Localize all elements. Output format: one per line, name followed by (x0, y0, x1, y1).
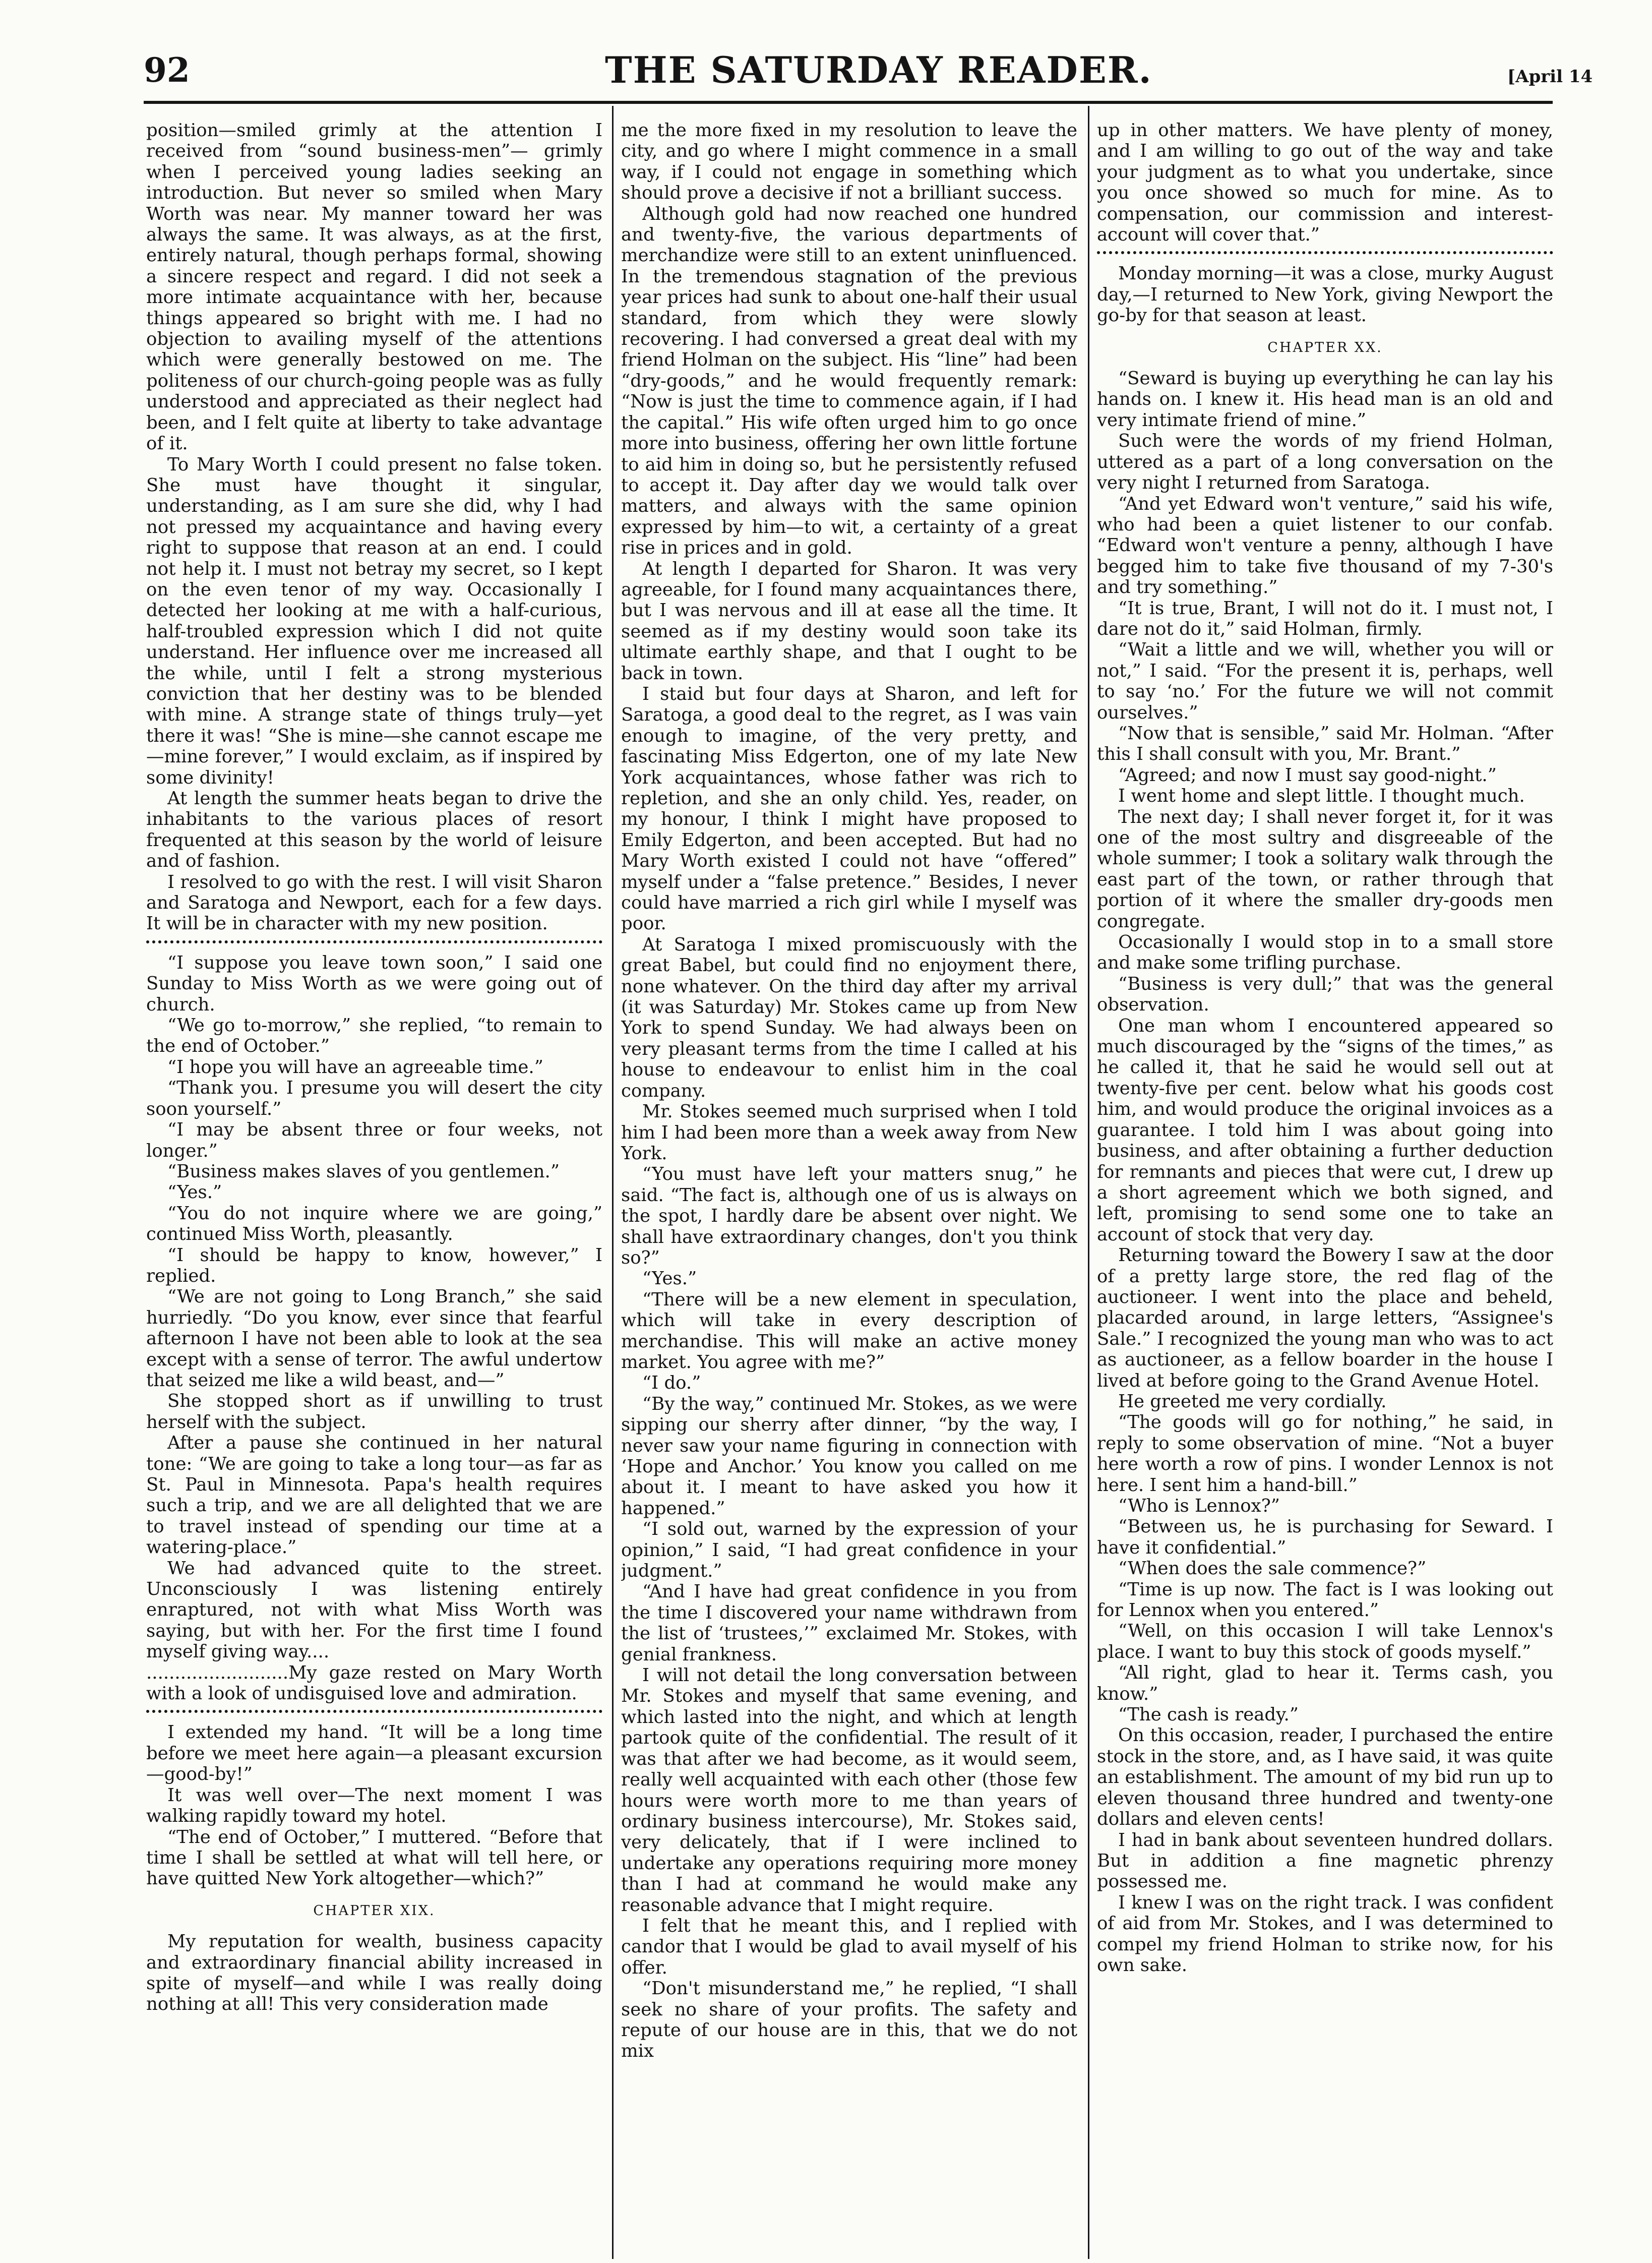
paragraph: “And I have had great confidence in you from the time I discovered your name withdrawn from the list of ‘trustees,’” exclaimed Mr. Stokes, with genial frankness. (621, 1581, 1077, 1665)
paragraph: “I do.” (642, 1373, 701, 1394)
paragraph: “Seward is buying up everything he can lay his hands on. I knew it. His head man is an old and very intimate friend of mine.” (1097, 368, 1553, 431)
header-rule (144, 101, 1553, 104)
paragraph: I knew I was on the right track. I was confident of aid from Mr. Stokes, and I was determined to compel my friend Holman to strike now, for his own sake. (1097, 1892, 1553, 1976)
paragraph: “Don't misunderstand me,” he replied, “I shall seek no share of your profits. The safety and repute of our house are in this, that we do not mix (621, 1978, 1077, 2062)
paragraph: “Yes.” (642, 1268, 697, 1289)
paragraph: I will not detail the long conversation between Mr. Stokes and myself that same evening, and which lasted into the night, and which at length partook quite of the confidential. The result of it was that after we had become, as it would seem, really well acquainted with each other (those few hours were worth more to me than years of ordinary business intercourse), Mr. Stokes said, very delicately, that if I were inclined to undertake any operations requiring more money than I had at command he would make any reasonable advance that I might require. (621, 1665, 1077, 1916)
paragraph: “You do not inquire where we are going,” continued Miss Worth, pleasantly. (146, 1203, 602, 1245)
paragraph: “Business makes slaves of you gentlemen.” (167, 1161, 560, 1182)
paragraph: At length I departed for Sharon. It was very agreeable, for I found many acquaintances there, but I was nervous and ill at ease all the time. It seemed as if my destiny would soon take its ultimate earthly shape, and that I ought to be back in town. (621, 558, 1077, 684)
paragraph: me the more fixed in my resolution to leave the city, and go where I might commence in a small way, if I could not engage in something which should prove a decisive if not a brilliant success. (621, 120, 1077, 204)
paragraph: It was well over—The next moment I was walking rapidly toward my hotel. (146, 1784, 602, 1827)
paragraph: “Thank you. I presume you will desert the city soon yourself.” (146, 1078, 602, 1119)
paragraph: “Between us, he is purchasing for Seward. I have it confidential.” (1097, 1516, 1553, 1558)
paragraph: “I suppose you leave town soon,” I said one Sunday to Miss Worth as we were going out of church. (146, 952, 602, 1015)
issue-date: [April 14 (1507, 67, 1593, 87)
paragraph: “Now that is sensible,” said Mr. Holman. “After this I shall consult with you, Mr. Brant.” (1097, 723, 1553, 765)
paragraph: Mr. Stokes seemed much surprised when I told him I had been more than a week away from New York. (621, 1101, 1077, 1164)
paragraph: up in other matters. We have plenty of money, and I am willing to go out of the way and take your judgment as to what you undertake, since you once showed so much for mine. As to compensation, our commission and interest-account will cover that.” (1097, 120, 1553, 246)
column-3 (1097, 120, 1553, 2238)
paragraph: “Business is very dull;” that was the general observation. (1097, 973, 1553, 1016)
paragraph: At length the summer heats began to drive the inhabitants to the various places of resort frequented at this season by the world of leisure and of fashion. (146, 788, 602, 872)
dotted-separator (146, 940, 602, 947)
column-2 (621, 120, 1077, 2238)
paragraph: I extended my hand. “It will be a long time before we meet here again—a pleasant excursion—good-by!” (146, 1722, 602, 1785)
paragraph: On this occasion, reader, I purchased the entire stock in the store, and, as I have said, it was quite an establishment. The amount of my bid run up to eleven thousand three hundred and twenty-one dollars and eleven cents! (1097, 1725, 1553, 1830)
paragraph: “The end of October,” I muttered. “Before that time I shall be settled at what will tell here, or have quitted New York altogether—which?” (146, 1826, 602, 1889)
paragraph: Such were the words of my friend Holman, uttered as a part of a long conversation on the very night I returned from Saratoga. (1097, 431, 1553, 494)
paragraph: “It is true, Brant, I will not do it. I must not, I dare not do it,” said Holman, firmly. (1097, 598, 1553, 639)
paragraph: “The goods will go for nothing,” he said, in reply to some observation of mine. “Not a buyer here worth a row of pins. I wonder Lennox is not here. I sent him a hand-bill.” (1097, 1412, 1553, 1496)
paragraph: I had in bank about seventeen hundred dollars. But in addition a fine magnetic phrenzy possessed me. (1097, 1829, 1553, 1892)
paragraph: “Agreed; and now I must say good-night.” (1118, 764, 1497, 786)
dotted-separator (146, 1710, 602, 1717)
paragraph: Monday morning—it was a close, murky August day,—I returned to New York, giving Newport the go-by for that season at least. (1097, 263, 1553, 326)
paragraph: “Who is Lennox?” (1118, 1496, 1280, 1516)
paragraph: “When does the sale commence?” (1118, 1558, 1427, 1579)
paragraph: “We are not going to Long Branch,” she said hurriedly. “Do you know, ever since that fearful afternoon I have not been able to look at the sea except with a sense of terror. The awful undertow that seized me like a wild beast, and—” (146, 1286, 602, 1391)
paragraph: “I sold out, warned by the expression of your opinion,” I said, “I had great confidence in your judgment.” (621, 1519, 1077, 1582)
dotted-separator (1097, 251, 1553, 258)
paragraph: She stopped short as if unwilling to trust herself with the subject. (146, 1391, 602, 1433)
paragraph: “We go to-morrow,” she replied, “to remain to the end of October.” (146, 1015, 602, 1057)
paragraph: I felt that he meant this, and I replied with candor that I would be glad to avail myself of his offer. (621, 1915, 1077, 1978)
paragraph: I went home and slept little. I thought much. (1118, 786, 1525, 807)
paragraph: “Well, on this occasion I will take Lennox's place. I want to buy this stock of goods myself.” (1097, 1621, 1553, 1662)
publication-title: THE SATURDAY READER. (605, 48, 1152, 91)
paragraph: “All right, glad to hear it. Terms cash, you know.” (1097, 1662, 1553, 1704)
paragraph: I resolved to go with the rest. I will visit Sharon and Saratoga and Newport, each for a few days. It will be in character with my new position. (146, 871, 602, 934)
column-divider-2 (1088, 106, 1089, 2259)
page-number: 92 (144, 50, 190, 90)
paragraph: He greeted me very cordially. (1118, 1391, 1387, 1412)
paragraph: “I may be absent three or four weeks, not longer.” (146, 1119, 602, 1161)
paragraph: After a pause she continued in her natural tone: “We are going to take a long tour—as far as St. Paul in Minnesota. Papa's health requires such a trip, and we are all delighted that we are to travel instead of spending our time at a watering-place.” (146, 1433, 602, 1558)
paragraph: “I hope you will have an agreeable time.” (167, 1056, 543, 1078)
paragraph: The next day; I shall never forget it, for it was one of the most sultry and disgreeable of the whole summer; I took a solitary walk through the east part of the town, or rather through that portion of it where the smaller dry-goods men congregate. (1097, 806, 1553, 932)
paragraph: My reputation for wealth, business capacity and extraordinary financial ability increased in spite of myself—and while I was really doing nothing at all! This very consideration made (146, 1931, 602, 2015)
paragraph: position—smiled grimly at the attention I received from “sound business-men”— grimly when I perceived young ladies seeking an introduction. But never so smiled when Mary Worth was near. My manner toward her was always the same. It was always, as at the first, entirely natural, though perhaps formal, showing a sincere respect and regard. I did not seek a more intimate acquaintance with her, because things appeared so bright with me. I had no objection to availing myself of the attentions which were generally bestowed on me. The politeness of our church-going people was as fully understood and appreciated as their neglect had been, and I felt quite at liberty to take advantage of it. (146, 120, 602, 454)
paragraph: “And yet Edward won't venture,” said his wife, who had been a quiet listener to our confab. “Edward won't venture a penny, although I have begged him to take five thousand of my 7-30's and try something.” (1097, 493, 1553, 598)
chapter-heading: CHAPTER XIX. (313, 1902, 436, 1919)
paragraph: “I should be happy to know, however,” I replied. (146, 1244, 602, 1286)
paragraph: One man whom I encountered appeared so much discouraged by the “signs of the times,” as he called it, that he said he would sell out at twenty-five per cent. below what his goods cost him, and would produce the original invoices as a guarantee. I told him I was about going into business, and after obtaining a further deduction for remnants and pieces that were cut, I drew up a short agreement which we both signed, and left, promising to send some one to take an account of stock that very day. (1097, 1015, 1553, 1245)
paragraph: “By the way,” continued Mr. Stokes, as we were sipping our sherry after dinner, “by the way, I never saw your name figuring in connection with ‘Hope and Anchor.’ You know you called on me about it. I meant to have asked you how it happened.” (621, 1393, 1077, 1519)
paragraph: At Saratoga I mixed promiscuously with the great Babel, but could find no enjoyment there, none whatever. On the third day after my arrival (it was Saturday) Mr. Stokes came up from New York to spend Sunday. We had always been on very pleasant terms from the time I called at his house to endeavour to enlist him in the coal company. (621, 934, 1077, 1101)
paragraph: Although gold had now reached one hundred and twenty-five, the various departments of merchandize were still to an extent uninfluenced. In the tremendous stagnation of the previous year prices had sunk to about one-half their usual standard, from which they were slowly recovering. I had conversed a great deal with my friend Holman on the subject. His “line” had been “dry-goods,” and he would frequently remark: “Now is just the time to commence again, if I had the capital.” His wife often urged him to go once more into business, offering her own little fortune to aid him in doing so, but he persistently refused to accept it. Day after day we would talk over matters, and always with the same opinion expressed by him—to wit, a certainty of a great rise in prices and in gold. (621, 203, 1077, 559)
column-1 (146, 120, 602, 2238)
paragraph: “The cash is ready.” (1118, 1704, 1299, 1725)
paragraph: I staid but four days at Sharon, and left for Saratoga, a good deal to the regret, as I was vain enough to imagine, of the very pretty, and fascinating Miss Edgerton, one of my late New York acquaintances, whose father was rich to repletion, and she an only child. Yes, reader, on my honour, I think I might have proposed to Emily Edgerton, and been accepted. But had no Mary Worth existed I could not have “offered” myself under a “false pretence.” Besides, I never could have married a rich girl while I myself was poor. (621, 683, 1077, 934)
paragraph: “Time is up now. The fact is I was looking out for Lennox when you entered.” (1097, 1579, 1553, 1621)
paragraph: We had advanced quite to the street. Unconsciously I was listening entirely enraptured, not with what Miss Worth was saying, but with her. For the first time I found myself giving way.... (146, 1558, 602, 1662)
paragraph: Occasionally I would stop in to a small store and make some trifling purchase. (1097, 932, 1553, 974)
paragraph: To Mary Worth I could present no false token. She must have thought it singular, understanding, as I am sure she did, why I had not pressed my acquaintance and having every right to suppose that reason at an end. I could not help it. I must not betray my secret, so I kept on the even tenor of my way. Occasionally I detected her looking at me with a half-curious, half-troubled expression which I did not quite understand. Her influence over me increased all the while, until I felt a strong mysterious conviction that her destiny was to be blended with mine. A strange state of things truly—yet there it was! “She is mine—she cannot escape me—mine forever,” I would exclaim, as if inspired by some divinity! (146, 454, 602, 788)
paragraph: “There will be a new element in speculation, which will take in every description of merchandise. This will make an active money market. You agree with me?” (621, 1289, 1077, 1373)
chapter-heading: CHAPTER XX. (1267, 339, 1383, 355)
paragraph: .........................My gaze rested on Mary Worth with a look of undisguised love and admiration. (146, 1662, 602, 1704)
column-divider-1 (612, 106, 614, 2259)
paragraph: “You must have left your matters snug,” he said. “The fact is, although one of us is always on the spot, I hardly dare be absent over night. We shall have extraordinary changes, don't you think so?” (621, 1164, 1077, 1268)
paragraph: “Wait a little and we will, whether you will or not,” I said. “For the present it is, perhaps, well to say ‘no.’ For the future we will not commit ourselves.” (1097, 639, 1553, 723)
paragraph: “Yes.” (167, 1182, 222, 1203)
paragraph: Returning toward the Bowery I saw at the door of a pretty large store, the red flag of the auctioneer. I went into the place and beheld, placarded around, in large letters, “Assignee's Sale.” I recognized the young man who was to act as auctioneer, as a fellow boarder in the house I lived at before going to the Grand Avenue Hotel. (1097, 1245, 1553, 1391)
